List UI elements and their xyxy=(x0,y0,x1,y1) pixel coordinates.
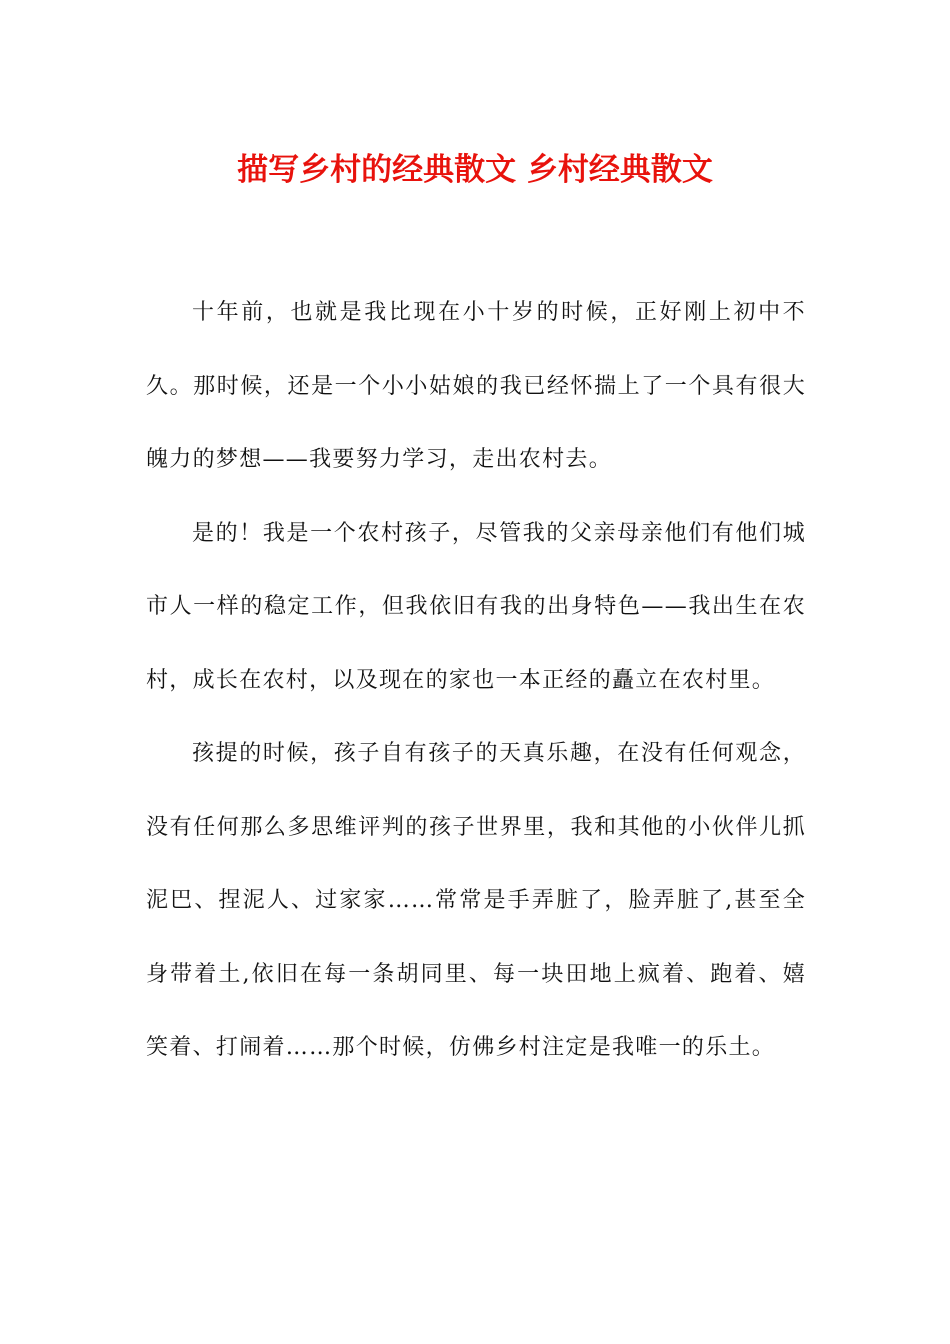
paragraph-1: 十年前，也就是我比现在小十岁的时候，正好刚上初中不久。那时候，还是一个小小姑娘的我已经怀揣上了一个具有很大魄力的梦想——我要努力学习，走出农村去。 xyxy=(146,300,806,472)
document-body xyxy=(146,276,806,1085)
document-title: 描写乡村的经典散文 乡村经典散文 xyxy=(237,152,713,188)
paragraph-2: 是的！我是一个农村孩子，尽管我的父亲母亲他们有他们城市人一样的稳定工作，但我依旧有我的出身特色——我出生在农村，成长在农村，以及现在的家也一本正经的矗立在农村里。 xyxy=(146,520,806,693)
paragraph-3: 孩提的时候，孩子自有孩子的天真乐趣，在没有任何观念，没有任何那么多思维评判的孩子世界里，我和其他的小伙伴儿抓泥巴、捏泥人、过家家……常常是手弄脏了，脸弄脏了,甚至全身带着土,依旧在每一条胡同里、每一块田地上疯着、跑着、嬉笑着、打闹着……那个时候，仿佛乡村注定是我唯一的乐土。 xyxy=(146,741,806,1060)
